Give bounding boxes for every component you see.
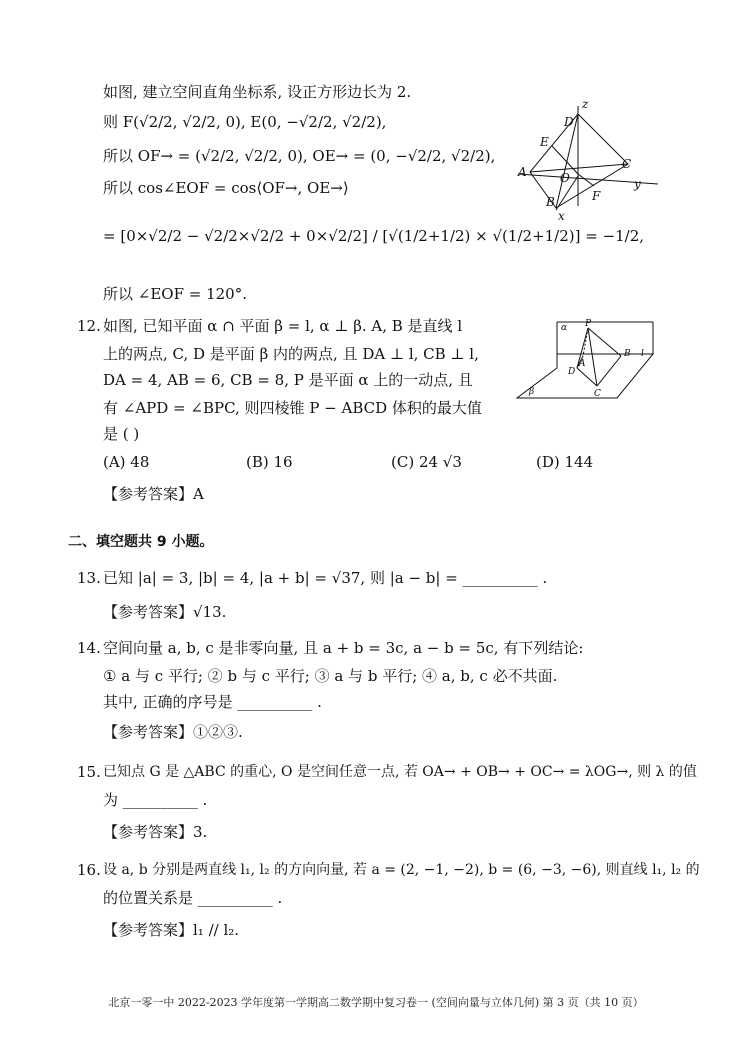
solution-line-4: 所以 cos∠EOF = cos⟨OF→, OE→⟩	[103, 179, 349, 197]
solution-line-1: 如图, 建立空间直角坐标系, 设正方形边长为 2.	[103, 83, 412, 101]
question-13-answer: 【参考答案】√13.	[103, 603, 227, 621]
question-14-line-1: 空间向量 a, b, c 是非零向量, 且 a + b = 3c, a − b = 5c, 有下列结论:	[103, 639, 584, 657]
question-15-line-1: 已知点 G 是 △ABC 的重心, O 是空间任意一点, 若 OA→ + OB→ + OC→ = λOG→, 则 λ 的值	[103, 764, 697, 780]
label-P: P	[585, 319, 592, 329]
option-b: (B) 16	[246, 453, 293, 471]
coordinate-cube-figure	[508, 96, 668, 226]
label-alpha: α	[561, 323, 568, 333]
label-F: F	[592, 189, 601, 203]
label-A: A	[518, 165, 527, 179]
label-l: l	[641, 349, 644, 359]
question-16-line-2: 的位置关系是 __________ .	[103, 889, 283, 907]
segment-OF	[578, 174, 594, 186]
solution-line-3: 所以 OF→ = (√2/2, √2/2, 0), OE→ = (0, −√2/2, √2/2),	[103, 147, 496, 165]
label-x: x	[558, 209, 565, 223]
edge-DC	[577, 368, 597, 386]
question-13-number: 13.	[77, 569, 101, 587]
question-12-line-4: 有 ∠APD = ∠BPC, 则四棱锥 P − ABCD 体积的最大值	[103, 399, 482, 417]
solution-line-6: 所以 ∠EOF = 120°.	[103, 285, 247, 303]
question-12-line-5: 是 ( )	[103, 425, 140, 443]
question-14-number: 14.	[77, 639, 101, 657]
edge-PB	[588, 328, 621, 356]
question-16-number: 16.	[77, 861, 101, 879]
label-E: E	[540, 135, 549, 149]
label-O: O	[560, 171, 570, 185]
option-d: (D) 144	[536, 453, 594, 471]
question-12-line-2: 上的两点, C, D 是平面 β 内的两点, 且 DA ⊥ l, CB ⊥ l,	[103, 345, 479, 363]
plane-alpha-top	[557, 322, 653, 354]
label-y: y	[634, 177, 641, 191]
label-B: B	[624, 349, 631, 359]
option-a: (A) 48	[103, 453, 150, 471]
page-footer: 北京一零一中 2022-2023 学年度第一学期高二数学期中复习卷一 (空间向量与立体几何) 第 3 页（共 10 页）	[108, 996, 644, 1009]
label-B: B	[546, 195, 555, 209]
label-z: z	[582, 97, 589, 111]
solution-line-2: 则 F(√2/2, √2/2, 0), E(0, −√2/2, √2/2),	[103, 113, 387, 131]
question-12-line-1: 如图, 已知平面 α ∩ 平面 β = l, α ⊥ β. A, B 是直线 l	[103, 317, 463, 335]
edge-BC	[597, 356, 621, 386]
question-14-line-2: ① a 与 c 平行; ② b 与 c 平行; ③ a 与 b 平行; ④ a, b, c 必不共面.	[103, 667, 558, 685]
label-C: C	[622, 157, 632, 171]
square-outline	[530, 114, 628, 208]
question-12-number: 12.	[77, 317, 101, 335]
label-D: D	[564, 115, 574, 129]
question-15-number: 15.	[77, 763, 101, 781]
question-12-line-3: DA = 4, AB = 6, CB = 8, P 是平面 α 上的一动点, 且	[103, 371, 473, 389]
label-A: A	[579, 359, 586, 369]
question-14-answer: 【参考答案】①②③.	[103, 723, 243, 741]
label-beta: β	[529, 387, 535, 397]
question-15-answer: 【参考答案】3.	[103, 823, 208, 841]
label-D: D	[568, 367, 576, 377]
question-13-text: 已知 |a| = 3, |b| = 4, |a + b| = √37, 则 |a − b| = __________ .	[103, 569, 548, 587]
solution-fraction-line: = [0×√2/2 − √2/2×√2/2 + 0×√2/2] / [√(1/2+1/2) × √(1/2+1/2)] = −1/2,	[103, 227, 645, 245]
question-16-line-1: 设 a, b 分别是两直线 l₁, l₂ 的方向向量, 若 a = (2, −1, −2), b = (6, −3, −6), 则直线 l₁, l₂ 的	[103, 862, 700, 878]
pyramid-planes-figure	[513, 318, 663, 404]
label-C: C	[594, 389, 601, 399]
question-16-answer: 【参考答案】l₁ // l₂.	[103, 921, 240, 939]
section-2-heading: 二、填空题共 9 小题。	[68, 534, 214, 550]
question-15-line-2: 为 __________ .	[103, 791, 208, 809]
question-14-line-3: 其中, 正确的序号是 __________ .	[103, 693, 322, 711]
question-12-answer: 【参考答案】A	[103, 485, 204, 503]
edge-AC	[530, 164, 628, 172]
edge-PC	[588, 328, 597, 386]
option-c: (C) 24 √3	[391, 453, 462, 471]
